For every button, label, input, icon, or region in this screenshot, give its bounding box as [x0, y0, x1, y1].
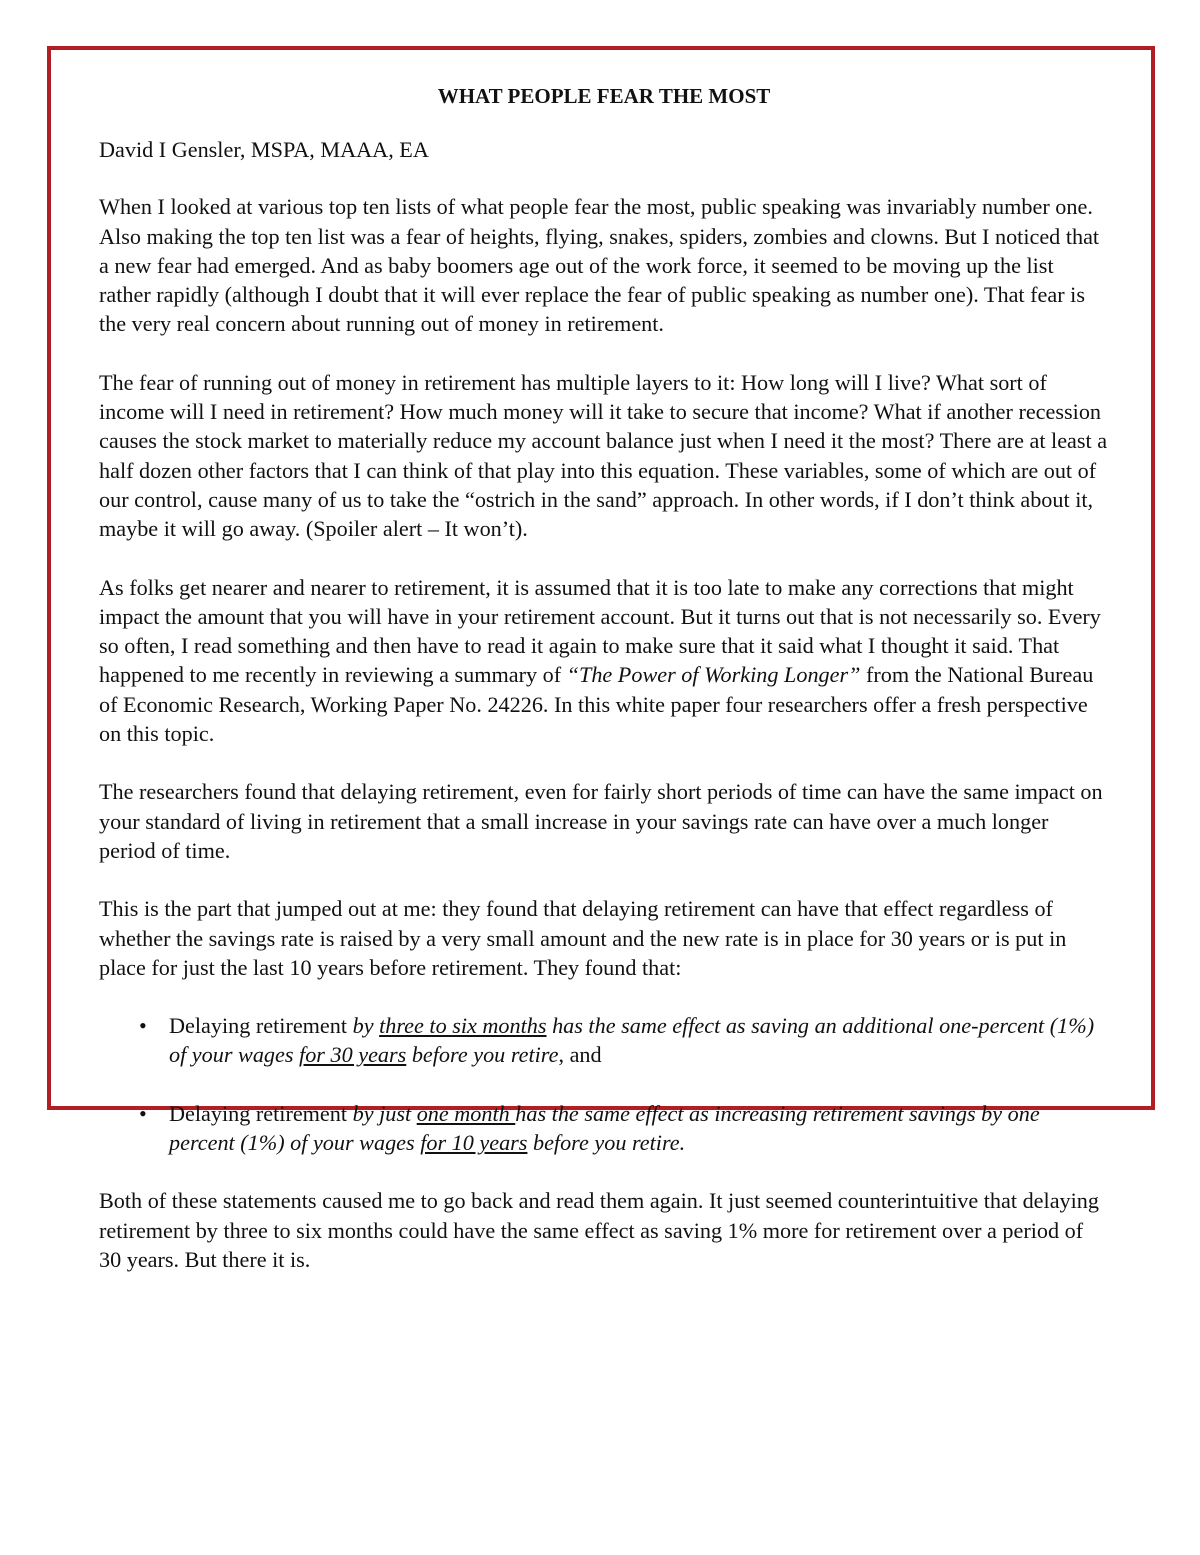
bullet-underline: one month: [416, 1100, 516, 1126]
paragraph-findings: The researchers found that delaying retirement, even for fairly short periods of time can have the same impact on your standard of living in retirement that a small increase in your savings rate can have over a much longer period of time.: [99, 779, 1103, 863]
document-title: WHAT PEOPLE FEAR THE MOST: [437, 84, 771, 108]
bullet-italic: before you retire: [406, 1042, 559, 1068]
bullet-icon: •: [139, 1013, 147, 1039]
paragraph-text: As folks get nearer and nearer to retirement, it is assumed that it is too late to make any corrections that might impact the amount that you will have in your retirement account. But it turns out that is not necessarily so. Every so often, I read something and then have to read it again to make sure that it said what I thought it said. That happened to me recently in reviewing a summary of: [99, 574, 1101, 688]
list-item: [99, 1011, 1109, 1070]
paragraph-conclusion: Both of these statements caused me to go back and read them again. It just seemed counterintuitive that delaying retirement by three to six months could have the same effect as saving 1% more for retirement over a period of 30 years. But there it is.: [99, 1188, 1099, 1272]
bullet-italic: by just: [352, 1100, 417, 1126]
list-item: [99, 1099, 1109, 1158]
paragraph-fear-layers: The fear of running out of money in retirement has multiple layers to it: How long will I live? What sort of income will I need in retirement? How much money will it take to secure that income? What if another recession causes the stock market to materially reduce my account balance just when I need it the most? There are at least a half dozen other factors that I can think of that play into this equation. These variables, some of which are out of our control, cause many of us to take the “ostrich in the sand” approach. In other words, if I don’t think about it, maybe it will go away. (Spoiler alert – It won’t).: [99, 369, 1108, 542]
document-body: [99, 82, 1109, 1303]
findings-list: [99, 1011, 1109, 1157]
paper-title: “The Power of Working Longer”: [566, 662, 861, 688]
bullet-underline: for 30 years: [299, 1042, 407, 1068]
bullet-underline: for 10 years: [420, 1130, 528, 1156]
bullet-italic: has the same effect as increasing retirement savings by one percent (1%) of your wages: [169, 1100, 1040, 1156]
bullet-text: Delaying retirement: [169, 1100, 353, 1126]
paragraph-text: from the National Bureau of Economic Research, Working Paper No. 24226. In this white paper four researchers offer a fresh perspective on this topic.: [99, 662, 1094, 747]
bullet-text: Delaying retirement: [169, 1013, 353, 1039]
bullet-italic: before you retire.: [527, 1130, 686, 1156]
bullet-icon: •: [139, 1100, 147, 1126]
bullet-italic: by: [352, 1013, 380, 1039]
author-line: David I Gensler, MSPA, MAAA, EA: [99, 137, 429, 162]
paragraph-key-part: This is the part that jumped out at me: they found that delaying retirement can have that effect regardless of whether the savings rate is raised by a very small amount and the new rate is in place for 30 years or is put in place for just the last 10 years before retirement. They found that:: [99, 896, 1067, 980]
bullet-underline: three to six months: [379, 1013, 547, 1039]
paragraph-working-paper: [99, 573, 1109, 749]
paragraph-intro: When I looked at various top ten lists of what people fear the most, public speaking was invariably number one. Also making the top ten list was a fear of heights, flying, snakes, spiders, zombies and clowns. But I noticed that a new fear had emerged. And as baby boomers age out of the work force, it seemed to be moving up the list rather rapidly (although I doubt that it will ever replace the fear of public speaking as number one). That fear is the very real concern about running out of money in retirement.: [99, 194, 1100, 337]
bullet-text: , and: [558, 1042, 602, 1068]
bullet-italic: has the same effect as saving an additional one-percent (1%) of your wages: [169, 1013, 1095, 1068]
